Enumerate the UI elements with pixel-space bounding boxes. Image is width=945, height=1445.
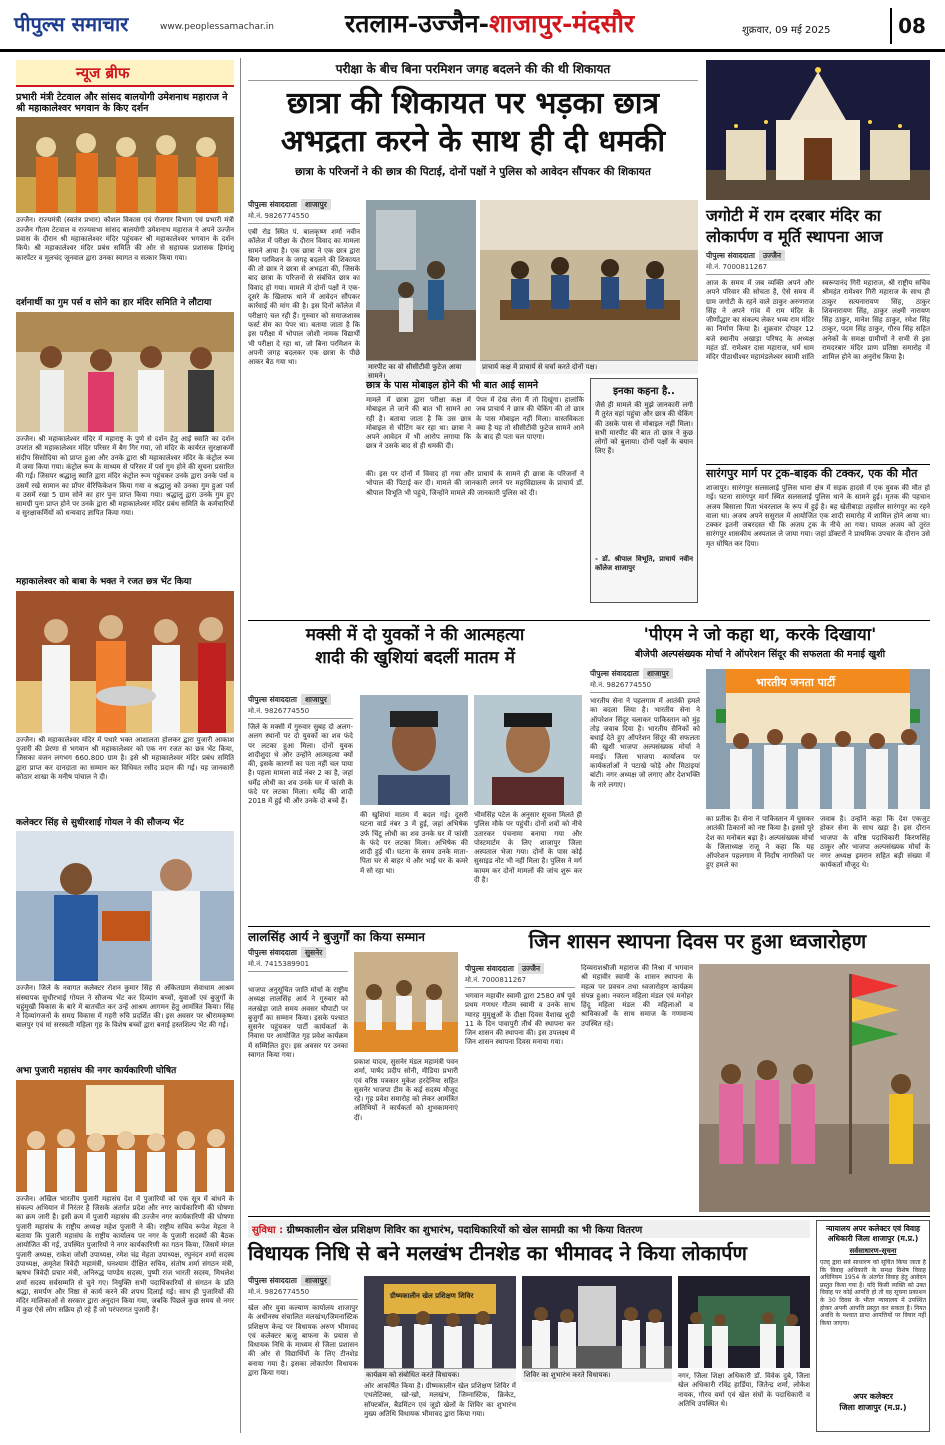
jain-headline: जिन शासन स्थापना दिवस पर हुआ ध्वजारोहण [528,929,867,953]
temple-photo [706,60,930,200]
reporter-phone: मो.नं. 7000811267 [465,976,575,988]
temple-headline: जगोटी में राम दरबार मंदिर का लोकार्पण व मूर्ति स्थापना आज [706,206,883,246]
notice-signature-title: अपर कलेक्टर [853,1392,893,1401]
lead-body-2: मामले में छात्रा द्वारा परीक्षा कक्ष में मोबाइल ले जाने की बात भी सामने आ रही है। बताया जाता है कि उस छात्र मोबाइल से चीटिंग कर रहा था। छात्रा ने अपने आवेदन में भी आरोप लगाया कि छात्र ने उसके बाद से ही धमकी दी। [366,396,471,451]
malkhamb-byline [248,1276,358,1286]
brief-4-headline: कलेक्टर सिंह से सुधीरशाई गोयल ने की सौजन्य भेंट [16,817,184,828]
lead-body-1: एबी रोड स्थित पं. बालकृष्ण शर्मा नवीन कॉलेज में परीक्षा के दौरान विवाद का मामला सामने आया है। एक छात्रा ने एक छात्र द्वारा बिना परमिशन के जगह बदलने की शिकायत की तो छात्र ने छात्रा से अभद्रता की, जिसके बाद छात्रा के परिजनों से संबंधित छात्र का विवाद हो गया। मामले में दोनों पक्षों ने एक-दूसरे के खिलाफ थाने में आवेदन सौंपकर कार्रवाई की मांग की है। इस दिनों कॉलेज में परीक्षाएं चल रही हैं। गुरुवार को समाजशास्त्र फर्स्ट सेम का पेपर था। बताया जाता है कि इस परीक्षा में भोपाल जोशी नामक विद्यार्थी भी परीक्षा दे रहा था, जो बिना परमिशन के अपनी जगह बदलकर एक छात्रा के पीछे आकर बैठ गया था। [248,228,360,367]
section-divider [248,926,930,927]
column-divider [240,58,241,1433]
malkhamb-caption-1: कार्यक्रम को संबोधित करते विधायक। [364,1368,516,1382]
reporter-name: पीपुल्स संवाददाता [248,1276,297,1285]
brief-2-photo [16,312,234,432]
malkhamb-photo-1 [364,1276,516,1368]
reporter-name: पीपुल्स संवाददाता [706,251,755,260]
malkhamb-body-2: ओर आकर्षित किया है। ग्रीष्मकालीन खेल प्रशिक्षण शिविर में एथलेटिक्स, खो-खो, मलखंभ, जिम्नास्टिक, क्रिकेट, सॉफ्टबॉल, बैडमिंटन एवं जूडो खेलों के शिविर का शुभारंभ मुख्य अतिथि विधायक भीमावद द्वारा किया गया। [364,1382,516,1418]
lead-photo-cctv [366,200,476,360]
accident-body: शाजापुर। सारंगपुर सलसलाई पुलिस थाना क्षेत्र में सड़क हादसे में एक युवक की मौत हो गई। घटना सारंगपुर मार्ग स्थित सलसलाई पुलिस थाने के सामने हुई। मृतक की पहचान अजय बिसाला पिता भंवरलाल के रूप में हुई है। बह खेतीबाड़ा तहसील सारंगपुर का रहने वाला था। अजय अपने ससुराल में आयोजित एक शादी समारोह में शामिल होने आया था। टक्कर इतनी जबरदस्त थी कि अजय ट्रक के नीचे आ गया। घायल अजय को तुरंत सारंगपुर शासकीय अस्पताल ले जाया गया। जहां डॉक्टरों ने प्राथमिक उपचार के दौरान उसे मृत घोषित कर दिया। [706,483,930,548]
lead-byline [248,200,360,210]
brief-5-body: उज्जैन। अखिल भारतीय पुजारी महासंघ देश में पुजारियों को एक सूत्र में बांधने के संकल्प अभियान में निरंतर है जिसके अंतर्गत प्रदेश और नगर कार्यकारिणी की घोषणा का क्रम जारी है। इसी क्रम में पुजारी महासंघ की उज्जैन नगर कार्यकारिणी की घोषणा पुजारी महासंघ के राष्ट्रीय अध्यक्ष महेश पुजारी ने की। राष्ट्रीय सचिव रूपेश मेहता ने बताया कि पुजारी महासंघ के राष्ट्रीय कार्यालय पर नगर के पुजारी सदस्यों की बैठक आयोजित की गई, उपस्थित पुजारियों ने नगर कार्यकारिणी का गठन किया, जिसमें मंगल पुजारी अध्यक्ष, राकेश जोशी उपाध्यक्ष, रमेश चंद्र मेहता उपाध्यक्ष, रघुनंदन शर्मा सदस्य उपाध्यक्ष, अमृतेश त्रिवेदी महामंत्री, घनश्याम दीक्षित सचिव, संतोष शर्मा संगठन मंत्री, ऋषभ त्रिवेदी प्रचार मंत्री, अनिरुद्ध पाण्डेय सदस्य, पुष्पी राज भारती सदस्य, मिथलेश शर्मा सदस्य सर्वसम्मति से चुने गए। नियुक्ति सभी पदाधिकारियों से संगठन के प्रति श्रद्धा, समर्पण और निष्ठा से कार्य करने की शपथ दिलाई गई। साथ ही पुजारियों की मंदिर मालिकाओं से सरकार द्वारा अनुदान किया गया, जबकि पिछले कुछ समय से नगर में कुछ ऐसे लोग सक्रिय हो रहे हैं जो परंपरागत पुजारी हैं। [16,1194,234,1315]
reporter-name: पीपुल्स संवाददाता [248,200,297,209]
quote-box-signature: - डॉ. श्रीपाल विभूति, प्राचार्य नवीन कॉलेज शाजापुर [595,555,693,573]
news-brief-column [16,60,234,1432]
sindoor-body-3: जवाब है। उन्होंने कहा कि देश एकजुट होकर सेना के साथ खड़ा है। इस दौरान भाजपा के वरिष्ठ पदाधिकारी किरणसिंह ठाकुर और भाजपा अल्पसंख्यक मोर्चा के नगर अध्यक्ष इमरान सहित बड़ी संख्या में कार्यकर्ता मौजूद थे। [820,815,930,870]
reporter-name: पीपुल्स संवाददाता [248,948,297,958]
notice-heading: न्यायालय अपर कलेक्टर एवं विवाह अधिकारी जिला शाजापुर (म.प्र.) [825,1224,921,1243]
lead-body-3: की। इस पर दोनों में विवाद हो गया और प्राचार्य के सामने ही छात्रा के परिजनों ने भोपाल की पिटाई कर दी। मामले की जानकारी लगने पर महाविद्यालय के प्राचार्य डॉ. श्रीपाल विभूति भी पहुंचे, जिन्होंने मामले की जानकारी पुलिस को दी। [366,470,584,497]
section-divider [248,620,930,621]
newspaper-logo: पीपुल्स समाचार [14,12,129,36]
reporter-name: पीपुल्स संवाददाता [248,695,297,704]
legal-notice [816,1220,930,1432]
sindoor-headline: 'पीएम ने जो कहा था, करके दिखाया' [643,625,877,645]
kicker-label: सुविधा : [252,1225,284,1236]
lalsingh-body-1: भाजपा अनुसूचित जाति मोर्चा के राष्ट्रीय अध्यक्ष लालसिंह आर्य ने गुरुवार को नलखेड़ा जाते समय अवसर चौपाटी पर बुजुर्गों का सम्मान किया। इसके पश्चात सुसनेर पहुंचकर पार्टी कार्यकर्ता के निवास पर आयोजित गृह प्रवेश कार्यक्रम में सम्मिलित हुए। इस अवसर पर उनका स्वागत किया गया। [248,986,348,1060]
page-number: 08 [890,8,932,44]
suicide-col-1 [248,695,353,918]
malkhamb-story [248,1220,810,1435]
reporter-phone: मो.नं. 9826774550 [248,1288,358,1300]
jain-byline [465,964,575,974]
sindoor-story [590,625,930,925]
camp-banner-text: ग्रीष्मकालीन खेल प्रशिक्षण शिविर [390,1292,474,1300]
dateline-place: सुसनेर [301,947,326,958]
accident-story [706,464,930,614]
notice-body: एतद् द्वारा सर्व साधारण को सूचित किया जाता है कि विवाह अधिकारी के समक्ष विशेष विवाह अधिनियम 1954 के अंतर्गत विवाह हेतु आवेदन प्रस्तुत किया गया है। यदि किसी व्यक्ति को उक्त विवाह पर कोई आपत्ति हो तो वह सूचना प्रकाशन के 30 दिवस के भीतर न्यायालय में उपस्थित होकर अपनी आपत्ति प्रस्तुत कर सकता है। नियत अवधि के पश्चात प्राप्त आपत्तियों पर विचार नहीं किया जाएगा। [820,1259,926,1327]
edition-title [345,6,634,40]
lead-body-4: पेपर में देख लेना मैं तो दिखूंगा। हालांकि जब प्राचार्य ने छात्र की चेकिंग की तो छात्र के पास मोबाइल नहीं मिला। वास्तविकता क्या है यह तो सीसीटीवी फुटेज सामने आने के बाद ही पता चल पाएगा। [476,396,584,442]
sindoor-col-1 [590,669,700,922]
malkhamb-photo-2 [522,1276,672,1368]
quote-box-title: इनका कहना है.. [613,386,675,397]
lalsingh-headline: लालसिंह आर्य ने बुजुर्गों का किया सम्मान [248,930,425,944]
lead-caption-1: मारपीट का वो सीसीटीवी फुटेज आया सामने। [366,360,476,383]
temple-body: आज के समय में जब व्यक्ति अपने और अपने परिवार की सोचता है, ऐसे समय में ग्राम जगोटी के रहने वाले ठाकुर अरुणराज सिंह ने अपने गांव में राम मंदिर के जीर्णोद्धार का संकल्प लेकर भव्य राम मंदिर का निर्माण किया है। शुक्रवार दोपहर 12 बजे स्थानीय अखाड़ा परिषद के अध्यक्ष महंत डॉ. रामेश्वर दास महाराज, धर्म धाम मंदिर पीठाधीश्वर महामंडलेश्वर स्वामी शांति स्वरूपानंद गिरी महाराज, श्री राष्ट्रीय सचिव श्रीमहंत रामेश्वर गिरी महाराज के साथ ही ठाकुर सत्यनारायण सिंह, ठाकुर शिवनारायण सिंह, ठाकुर लक्ष्मी नारायण सिंह ठाकुर, मानेश सिंह ठाकुर, रमेश सिंह ठाकुर, पदम सिंह ठाकुर, गौरव सिंह सहित अनेकों के समक्ष ग्रामीणों ने सभी से इस रामदरबार मंदिर प्राण प्रतिष्ठा समारोह में शामिल होने का अनुरोध किया है। [706,279,930,362]
malkhamb-caption-2: शिविर का शुभारंभ करते विधायक। [522,1368,672,1382]
lead-kicker: परीक्षा के बीच बिना परमिशन जगह बदलने की की थी शिकायत [248,60,698,81]
section-divider [248,1216,930,1217]
brief-title: न्यूज ब्रीफ [16,60,234,87]
brief-4-photo [16,831,234,981]
suicide-body-3: भीमसिंह पटेल के अनुसार सूचना मिलते ही पुलिस मौके पर पहुंची। दोनों शवों को नीचे उतारकर पंचनामा बनाया गया और पोस्टमार्टम के लिए शाजापुर जिला अस्पताल भेजा गया। दोनों के पास कोई सुसाइड नोट भी नहीं मिला है। पुलिस ने मर्ग कायम कर दोनों मामलों की जांच शुरू कर दी है। [474,811,582,885]
suicide-headline-1: मक्सी में दो युवकों ने की आत्महत्या [305,625,525,645]
sindoor-byline [590,669,700,679]
accident-headline: सारंगपुर मार्ग पर ट्रक-बाइक की टक्कर, एक की मौत [706,467,918,480]
lead-deck: छात्रा के परिजनों ने की छात्र की पिटाई, दोनों पक्षों ने पुलिस को आवेदन सौंपकर की शिकायत [295,166,651,178]
brief-1-headline: प्रभारी मंत्री टेटवाल और सांसद बालयोगी उमेशनाथ महाराज ने श्री महाकालेश्वर भगवान के किए दर्शन [16,92,228,115]
reporter-phone: मो.नं. 9826774550 [590,681,700,693]
dateline-place: शाजापुर [301,199,331,210]
lalsingh-body-2: प्रकाश यादव, सुसनेर मंडल महामंत्री पवन शर्मा, पार्षद प्रदीप सोनी, मीडिया प्रभारी एवं वरिष्ठ पत्रकार मुकेश हरदेनिया सहित सुसनेर भाजपा टीम के कई सदस्य मौजूद रहे। गृह प्रवेश समारोह को लेकर आमंत्रित अतिथियों ने कार्यकर्ता को शुभकामनाएं दीं। [354,1058,458,1122]
lead-subhead: छात्र के पास मोबाइल होने की भी बात आई सामने [366,378,584,394]
jain-body-1: भगवान महावीर स्वामी द्वारा 2580 वर्ष पूर्व प्रथम गणधर गौतम स्वामी व उनके साथ ग्यारह मुमुक्षुओं के दीक्षा दिवस वैशाख शुदी 11 के दिन पावापुरी तीर्थ की स्थापना कर जिन शासन की स्थापना की। इस उपलक्ष्य में जिन शासन स्थापना दिवस मनाया गया। [465,992,575,1047]
issue-date: शुक्रवार, 09 मई 2025 [742,25,831,36]
lalsingh-photo [354,952,458,1052]
dateline-place: शाजापुर [643,668,673,679]
lead-caption-2: प्राचार्य कक्ष में प्राचार्य से चर्चा करते दोनों पक्ष। [480,360,698,374]
jain-photo [699,964,930,1212]
quote-box-body: जैसे ही मामले की मुझे जानकारी लगी मैं तुरंत वहां पहुंचा और छात्र की चेकिंग की उसके पास से मोबाइल नहीं मिला। सभी मारपीट की बात तो छात्र ने कुछ लोगों को बुलाया। दोनों पक्षों के बयान लिए हैं। [595,401,693,456]
kicker-text: ग्रीष्मकालीन खेल प्रशिक्षण शिविर का शुभारंभ, पदाधिकारियों को खेल सामग्री का भी किया वितरण [286,1225,643,1236]
brief-5-headline: अभा पुजारी महासंघ की नगर कार्यकारिणी घोषित [16,1066,177,1077]
reporter-name: पीपुल्स संवाददाता [590,669,639,678]
notice-subheading: सर्वसाधारण-सूचना [849,1247,897,1255]
malkhamb-photo-3 [678,1276,810,1368]
page-header [0,0,945,52]
jain-body-2: दिव्यराशश्रीजी महाराज की निश्रा में भगवान श्री महावीर स्वामी के शासन स्थापना के महत्व पर प्रवचन तथा ध्वजारोहण कार्यक्रम संपन्न हुआ। नवरत्न महिला मंडल एवं मनोहर हिंदू महिला मंडल की महिलाओं व श्राविकाओं के साथ समाज के गणमान्य उपस्थित रहे। [581,964,693,1028]
jain-story [465,930,930,1215]
dateline-place: उज्जैन [518,963,544,974]
reporter-phone: मो.नं. 7415389901 [248,960,348,972]
reporter-phone: मो.नं. 9826774550 [248,212,360,224]
brief-1-photo [16,117,234,213]
malkhamb-col-1 [248,1276,358,1432]
brief-3-photo [16,591,234,733]
edition-cities: रतलाम-उज्जैन- [345,9,490,38]
temple-story [706,60,930,460]
brief-5-photo [16,1080,234,1192]
malkhamb-kicker [248,1220,810,1238]
malkhamb-headline: विधायक निधि से बने मलखंभ टीनशेड का भीमावद ने किया लोकार्पण [248,1241,747,1265]
malkhamb-body-1: खेल और युवा कल्याण कार्यालय शाजापुर के अधीनस्थ संचालित मलखंभ/जिमनास्टिक प्रशिक्षण केन्द्र पर विधायक अरुण भीमावद एवं कलेक्टर ऋजु बाफना के प्रयास से विधायक निधि के माध्यम से जिला प्रशासन की ओर से विद्यार्थियों के लिए टीनशेड बनाया गया है। इसका लोकार्पण विधायक द्वारा किया गया। [248,1304,358,1378]
lead-headline: छात्रा की शिकायत पर भड़का छात्र अभद्रता करने के साथ ही दी धमकी [280,86,666,159]
suicide-body-1: जिले के मक्सी में गुरुवार सुबह दो अलग-अलग स्थानों पर दो युवकों का शव फंदे पर लटका हुआ मिला। दोनों युवक शादीशुदा थे और उन्होंने आत्महत्या क्यों की, इसके कारणों का पता नहीं चल पाया है। पहला मामला वार्ड नंबर 2 का है, जहां धर्मेंद्र लोधी का शव उनके घर में फांसी के फंदे पर लटका मिला। धर्मेंद्र की शादी 2018 में हुई थी और उनके दो बच्चे हैं। [248,723,353,806]
brief-2-headline: दर्शनार्थी का गुम पर्स व सोने का हार मंदिर समिति ने लौटाया [16,298,212,309]
sindoor-body-2: का प्रतीक है। सेना ने पाकिस्तान में घुसकर आतंकी ठिकानों को नष्ट किया है। इससे पूरे देश का मनोबल बढ़ा है। अल्पसंख्यक मोर्चा के जिलाध्यक्ष राजू ने कहा कि यह ऑपरेशन पहलगाम में निर्दोष नागरिकों पर हुए हमले का [706,815,814,870]
suicide-body-2: की खुशियां मातम में बदल गईं। दूसरी घटना वार्ड नंबर 3 में हुई, जहां अभिषेक उर्फ चिंटू लोधी का शव उनके घर में फांसी के फंदे पर लटका मिला। अभिषेक की शादी हुई थी। घटना के समय उनके माता-पिता घर से बाहर थे और भाई घर के कमरे में सो रहा था। [360,811,468,875]
victim-photo-2 [474,695,582,805]
suicide-story [248,625,582,925]
brief-3-body: उज्जैन। श्री महाकालेश्वर मंदिर में पधारे भक्त आशालता होलकर द्वारा पुजारी आकाश पुजारी की प्रेरणा से भगवान श्री महाकालेश्वर को एक नग रजत का छत्र भेंट किया, जिसका वजन लगभग 660.800 ग्राम है। इसे श्री महाकालेश्वर मंदिर प्रबंध समिति द्वारा प्राप्त कर दानदाता का सम्मान कर विधिवत रसीद प्रदान की गई। यह जानकारी कोठार शाखा के मनीष पांचाल ने दी। [16,735,234,781]
reporter-name: पीपुल्स संवाददाता [465,964,514,973]
brief-3-headline: महाकालेश्वर को बाबा के भक्त ने रजत छत्र भेंट किया [16,577,192,588]
lalsingh-story [248,930,458,1215]
reporter-phone: मो.नं. 9826774550 [248,707,353,719]
dateline-place: उज्जैन [759,250,785,261]
brief-1-body: उज्जैन। राज्यमंत्री (स्वतंत्र प्रभार) कौशल विकास एवं रोजगार विभाग एवं प्रभारी मंत्री उज्जैन गौतम टेटवाल व राज्यसभा सांसद बालयोगी उमेशनाथ महाराज ने अपने उज्जैन प्रवास के दौरान श्री महाकालेश्वर मंदिर पहुंचकर श्री महाकालेश्वर भगवान के दर्शन किये। श्री महाकालेश्वर मंदिर प्रबंध समिति की ओर से सहायक प्रशासक हिमांशु कारपेंटर व मूलचंद जूनवाल द्वारा उनका स्वागत व सत्कार किया गया। [16,216,234,262]
sindoor-body-1: भारतीय सेना ने पहलगाम में आतंकी हमले का बदला लिया है। भारतीय सेना ने ऑपरेशन सिंदूर चलाकर पाकिस्तान को मुंह तोड़ जवाब दिया है। भारतीय सैनिकों को बधाई देते हुए ऑपरेशन सिंदूर की सफलता की खुशी भाजपा अल्पसंख्यक मोर्चा ने मनाई। जिला भाजपा कार्यालय पर कार्यकर्ताओं ने पटाखे फोड़े और मिठाइयां बांटी। नगर अध्यक्ष जो लगाए और देशभक्ति के नारे लगाए। [590,697,700,789]
brief-4-body: उज्जैन। जिले के नवागत कलेक्टर रोशन कुमार सिंह से अंकितग्राम सेवाधाम आश्रम संस्थापक सुधीरभाई गोयल ने सौजन्य भेंट कर दिव्यांग बच्चों, युवाओं एवं बुजुर्गों के चहुंमुखी विकास के बारे में बातचीत कर उन्हें आश्रम आगमन हेतु आमंत्रित किया। सिंह ने दिव्यांगजनों के समग्र विकास में गहरी रुचि प्रदर्शित की। इस अवसर पर श्रीरामकृष्ण बालपुर एवं मां सरस्वती महिला गृह के विशेष बच्चों द्वारा बनाई हस्तशिल्प भेंट की गई। [16,984,234,1030]
temple-byline [706,251,930,261]
jain-col-1 [465,964,575,1207]
sindoor-photo [706,669,930,809]
malkhamb-body-3: नगर, जिला शिक्षा अधिकारी डॉ. विवेक दुबे, जिला खेल अधिकारी रविंद्र हार्डिया, जितेन्द्र शर्मा, लोकेश नायक, गौरव वर्मा एवं खेल संघों के पदाधिकारी व अतिथि उपस्थित थे। [678,1372,810,1408]
edition-cities-highlight: शाजापुर-मंदसौर [489,9,635,38]
dateline-place: शाजापुर [301,1275,331,1286]
lead-story [248,60,698,620]
quote-box [590,378,698,603]
lead-photo-office [480,200,698,360]
reporter-phone: मो.नं. 7000811267 [706,263,930,275]
suicide-byline [248,695,353,705]
site-url[interactable]: www.peoplessamachar.in [160,22,274,32]
sindoor-deck: बीजेपी अल्पसंख्यक मोर्चा ने ऑपरेशन सिंदूर की सफलता की मनाई खुशी [634,649,886,661]
suicide-headline-2: शादी की खुशियां बदलीं मातम में [315,648,515,669]
lead-col-1 [248,200,360,628]
brief-2-body: उज्जैन। श्री महाकालेश्वर मंदिर में महाराष्ट्र के पुणे से दर्शन हेतु आई स्वाति का दर्शन उपरांत श्री महाकालेश्वर मंदिर परिसर में बैग गिर गया, जो मंदिर के कार्यरत सुरक्षाकर्मी संदीप सिसोदिया को प्राप्त हुआ और उनके द्वारा श्री महाकालेश्वर मंदिर के कंट्रोल रूम में जमा किया गया। कंट्रोल रूम के माध्यम से परिसर में पर्स गुम होने की सूचना प्रसारित की गई। जिसपर श्रद्धालु स्वाति द्वारा मंदिर कंट्रोल रूम पहुंचकर उनके द्वारा उनके पर्स व उसमें रखे सामान का प्रॉपर वेरिफिकेशन किया गया व श्रद्धालु को उनका गुम हुआ पर्स व उसमें रखा 5 ग्राम सोने का हार पुनः प्राप्त किया गया। श्रद्धालु द्वारा उनके गुम हुए सामग्री पुनः प्राप्त होने पर उनके द्वारा श्री महाकालेश्वर मंदिर प्रबंध समिति के कर्मचारियों व सुरक्षाकर्मियों को धन्यवाद ज्ञापित किया गया। [16,435,234,518]
notice-signature-office: जिला शाजापुर (म.प्र.) [839,1403,907,1412]
dateline-place: शाजापुर [301,694,331,705]
victim-photo-1 [360,695,468,805]
bjp-banner-text: भारतीय जनता पार्टी [756,676,836,689]
